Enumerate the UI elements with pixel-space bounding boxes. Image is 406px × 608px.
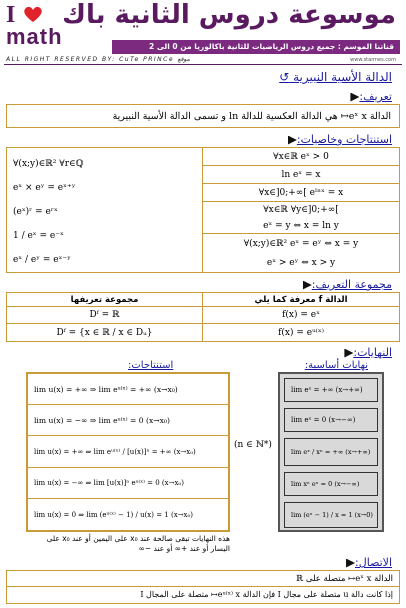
domain-row-0-f: f(x) = eˣ: [203, 307, 399, 324]
deduction-1: lim u(x) = −∞ ⇒ lim eᵘ⁽ˣ⁾ = 0 (x→x₀): [28, 405, 228, 436]
property-right-1: ln eˣ = x: [203, 166, 399, 184]
basic-limits-box: [278, 372, 384, 532]
deduction-2: lim u(x) = +∞ ⇒ lim eᵘ⁽ˣ⁾ / [u(x)]ⁿ = +∞ (x→x₀): [28, 436, 228, 468]
page-title: الدالة الأسية النبيرية ↺: [279, 70, 392, 84]
bullet-icon: [288, 136, 297, 145]
basic-limit-0: lim eˣ = +∞ (x→+∞): [284, 378, 378, 402]
continuity-heading: الاتصال:: [343, 556, 392, 569]
domain-row-1-f: f(x) = eᵘ⁽ˣ⁾: [278, 327, 324, 338]
properties-table: [6, 147, 400, 273]
logo-math: math: [6, 24, 63, 49]
header-divider: [4, 64, 402, 65]
definition-box: [6, 104, 400, 128]
properties-left-column: [7, 148, 203, 272]
property-right-2: ∀x∈]0;+∞[ eˡⁿˣ = x: [203, 184, 399, 202]
property-right-5: ∀(x;y)∈ℝ² eˣ = eʸ ⇔ x = y: [243, 239, 359, 249]
domain-row-0-d: Dᶠ = ℝ: [7, 307, 203, 324]
deduction-0: lim u(x) = +∞ ⇒ lim eᵘ⁽ˣ⁾ = +∞ (x→x₀): [28, 374, 228, 405]
deduction-4: lim u(x) = 0 ⇒ lim (eᵘ⁽ˣ⁾ − 1) / u(x) = 1 (x→x₀): [34, 510, 194, 519]
basic-limit-4: lim (eˣ − 1) / x = 1 (x→0): [284, 502, 378, 528]
arrow-left-icon: ↺: [279, 70, 290, 84]
limits-note: هذه النهايات تبقى صالحة عند x₀ على اليمين أو عند x₀ على اليسار أو عند +∞ أو عند −∞: [46, 534, 230, 553]
property-right-3: ∀x∈ℝ ∀y∈]0;+∞[: [263, 205, 339, 215]
basic-limit-1: lim eˣ = 0 (x→−∞): [284, 408, 378, 432]
rights-notice: ALL RIGHT RESERVED BY: CuTe PRINCe موقع: [6, 56, 190, 63]
continuity-row-0: الدالة eˣ x↦ متصلة على ℝ: [7, 571, 399, 587]
continuity-row-1: إذا كانت دالة u متصلة على مجال I فإن الدالة eᵘ⁽ˣ⁾ x↦ متصلة على المجال I: [140, 590, 393, 599]
domain-table: [6, 292, 400, 342]
definition-heading: تعريف:: [347, 90, 392, 103]
property-right-6: eˣ > eʸ ⇔ x > y: [266, 258, 336, 268]
domain-heading: مجموعة التعريف:: [300, 278, 392, 291]
deductions-heading: استنتاجات:: [128, 360, 174, 371]
property-right-0: ∀x∈ℝ eˣ > 0: [203, 148, 399, 166]
heart-icon: [22, 4, 44, 24]
property-left-4: eˣ / eʸ = eˣ⁻ʸ: [13, 255, 71, 265]
domain-header-left: مجموعة تعريفها: [7, 293, 203, 307]
n-condition: (n ∈ ℕ*): [234, 440, 272, 450]
site-title: موسوعة دروس الثانية باك: [62, 0, 396, 30]
bullet-icon: [346, 559, 355, 568]
properties-heading: استنتاجات وخاصيات:: [285, 133, 392, 146]
properties-right-column: [203, 148, 399, 272]
property-left-1: eˣ × eʸ = eˣ⁺ʸ: [13, 183, 76, 193]
domain-row-1-d: Dᶠ = {x ∈ ℝ / x ∈ Dᵤ}: [7, 324, 203, 341]
title-band: قناتنا الموسم : جميع دروس الرياضيات للثانية باكالوريا من 0 الى 2: [112, 40, 400, 54]
basic-limits-heading: نهايات أساسية:: [304, 360, 368, 371]
domain-header-right: الدالة f معرفة كما يلي: [203, 293, 399, 307]
bullet-icon: [303, 281, 312, 290]
site-url[interactable]: www.starmes.com: [350, 57, 396, 63]
deductions-box: [26, 372, 230, 532]
basic-limit-2: lim eˣ / xⁿ = +∞ (x→+∞): [284, 438, 378, 466]
property-left-2: (eˣ)ʳ = eʳˣ: [13, 207, 58, 217]
continuity-box: [6, 570, 400, 604]
logo-letter-i: I: [6, 2, 16, 28]
property-left-3: 1 / eˣ = e⁻ˣ: [13, 231, 64, 241]
limits-heading: النهايات:: [341, 346, 392, 359]
property-right-4: eˣ = y ⇔ x = ln y: [203, 218, 399, 234]
definition-text: الدالة eˣ x↦ هي الدالة العكسية للدالة ln و تسمى الدالة الأسية النبيرية: [112, 110, 391, 122]
property-left-0: ∀(x;y)∈ℝ² ∀r∈ℚ: [13, 159, 84, 169]
basic-limit-3: lim xⁿ eˣ = 0 (x→−∞): [284, 472, 378, 496]
deduction-3: lim u(x) = −∞ ⇒ lim [u(x)]ⁿ eᵘ⁽ˣ⁾ = 0 (x→x₀): [28, 468, 228, 499]
